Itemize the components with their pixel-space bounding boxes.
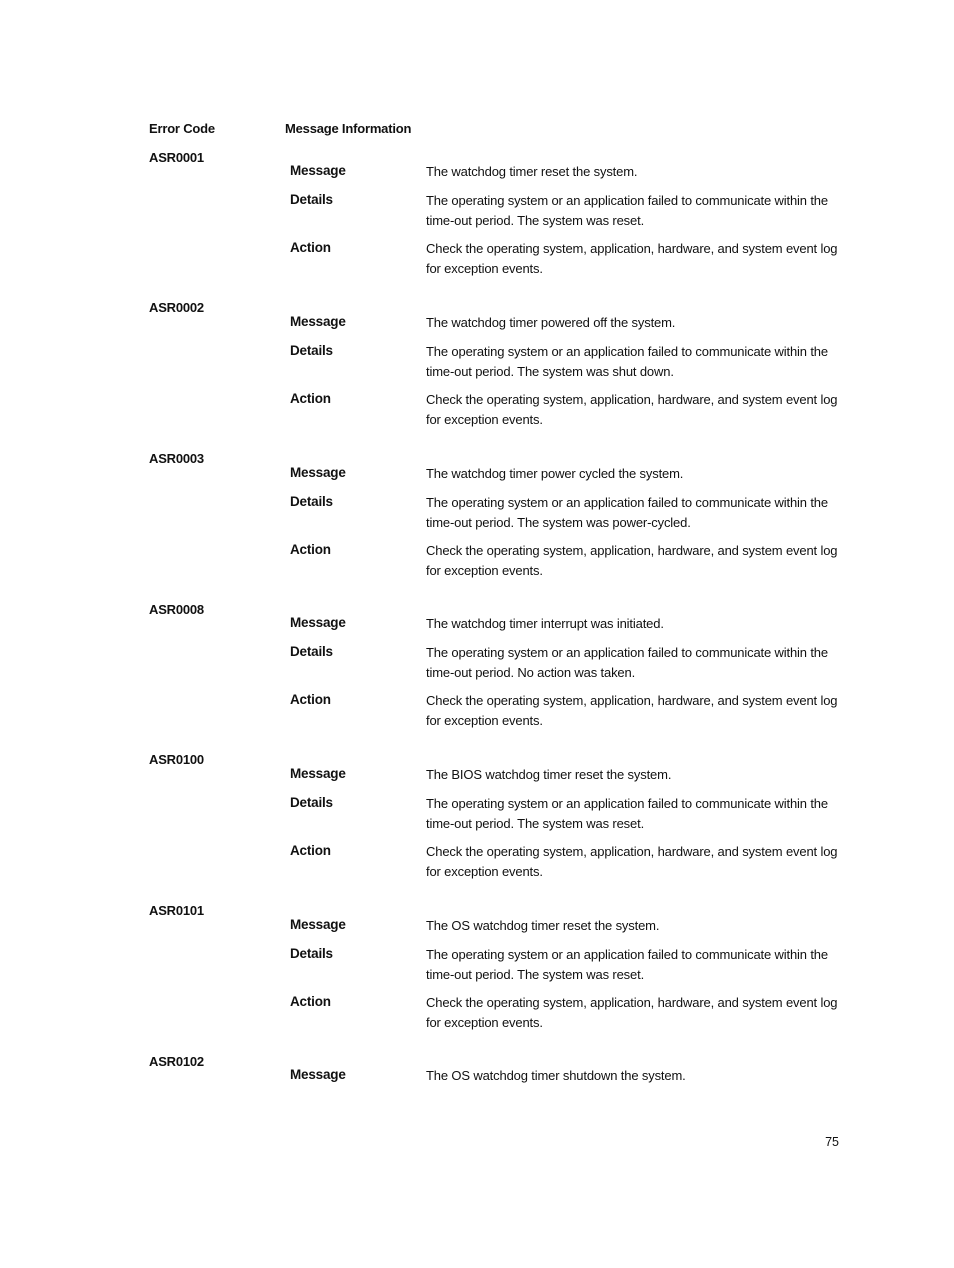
message-label: Message xyxy=(290,465,346,480)
action-label: Action xyxy=(290,542,331,557)
action-text: Check the operating system, application, hardware, and system event log for exception events. xyxy=(426,543,838,578)
action-text: Check the operating system, application, hardware, and system event log for exception events. xyxy=(426,844,838,879)
action-text: Check the operating system, application, hardware, and system event log for exception events. xyxy=(426,392,838,427)
action-label: Action xyxy=(290,240,331,255)
action-label: Action xyxy=(290,843,331,858)
details-text: The operating system or an application failed to communicate within the time-out period. The system was reset. xyxy=(426,193,828,228)
message-label: Message xyxy=(290,163,346,178)
message-text: The watchdog timer reset the system. xyxy=(426,164,638,179)
details-label: Details xyxy=(290,343,333,358)
message-text: The watchdog timer powered off the system. xyxy=(426,315,676,330)
message-label: Message xyxy=(290,917,346,932)
error-code: ASR0102 xyxy=(149,1054,204,1069)
details-label: Details xyxy=(290,192,333,207)
details-text: The operating system or an application failed to communicate within the time-out period. No action was taken. xyxy=(426,645,828,680)
error-code: ASR0100 xyxy=(149,752,204,767)
message-text: The OS watchdog timer reset the system. xyxy=(426,918,660,933)
message-text: The watchdog timer power cycled the system. xyxy=(426,466,684,481)
details-label: Details xyxy=(290,494,333,509)
error-code: ASR0003 xyxy=(149,451,204,466)
message-label: Message xyxy=(290,615,346,630)
details-label: Details xyxy=(290,795,333,810)
details-label: Details xyxy=(290,946,333,961)
error-code: ASR0001 xyxy=(149,150,204,165)
message-label: Message xyxy=(290,314,346,329)
table-header xyxy=(149,121,839,139)
error-code: ASR0101 xyxy=(149,903,204,918)
action-label: Action xyxy=(290,692,331,707)
action-text: Check the operating system, application, hardware, and system event log for exception events. xyxy=(426,693,838,728)
action-text: Check the operating system, application, hardware, and system event log for exception events. xyxy=(426,995,838,1030)
message-text: The OS watchdog timer shutdown the system. xyxy=(426,1068,686,1083)
column-header-message-information: Message Information xyxy=(285,121,412,136)
action-text: Check the operating system, application, hardware, and system event log for exception events. xyxy=(426,241,838,276)
error-code: ASR0002 xyxy=(149,300,204,315)
details-text: The operating system or an application failed to communicate within the time-out period. The system was reset. xyxy=(426,796,828,831)
message-label: Message xyxy=(290,766,346,781)
details-text: The operating system or an application failed to communicate within the time-out period. The system was shut down. xyxy=(426,344,828,379)
message-label: Message xyxy=(290,1067,346,1082)
message-text: The BIOS watchdog timer reset the system. xyxy=(426,767,672,782)
action-label: Action xyxy=(290,391,331,406)
action-label: Action xyxy=(290,994,331,1009)
column-header-error-code: Error Code xyxy=(149,121,215,136)
details-label: Details xyxy=(290,644,333,659)
details-text: The operating system or an application failed to communicate within the time-out period. The system was reset. xyxy=(426,947,828,982)
message-text: The watchdog timer interrupt was initiated. xyxy=(426,616,664,631)
details-text: The operating system or an application failed to communicate within the time-out period. The system was power-cycled. xyxy=(426,495,828,530)
error-code: ASR0008 xyxy=(149,602,204,617)
page-number: 75 xyxy=(825,1135,839,1149)
